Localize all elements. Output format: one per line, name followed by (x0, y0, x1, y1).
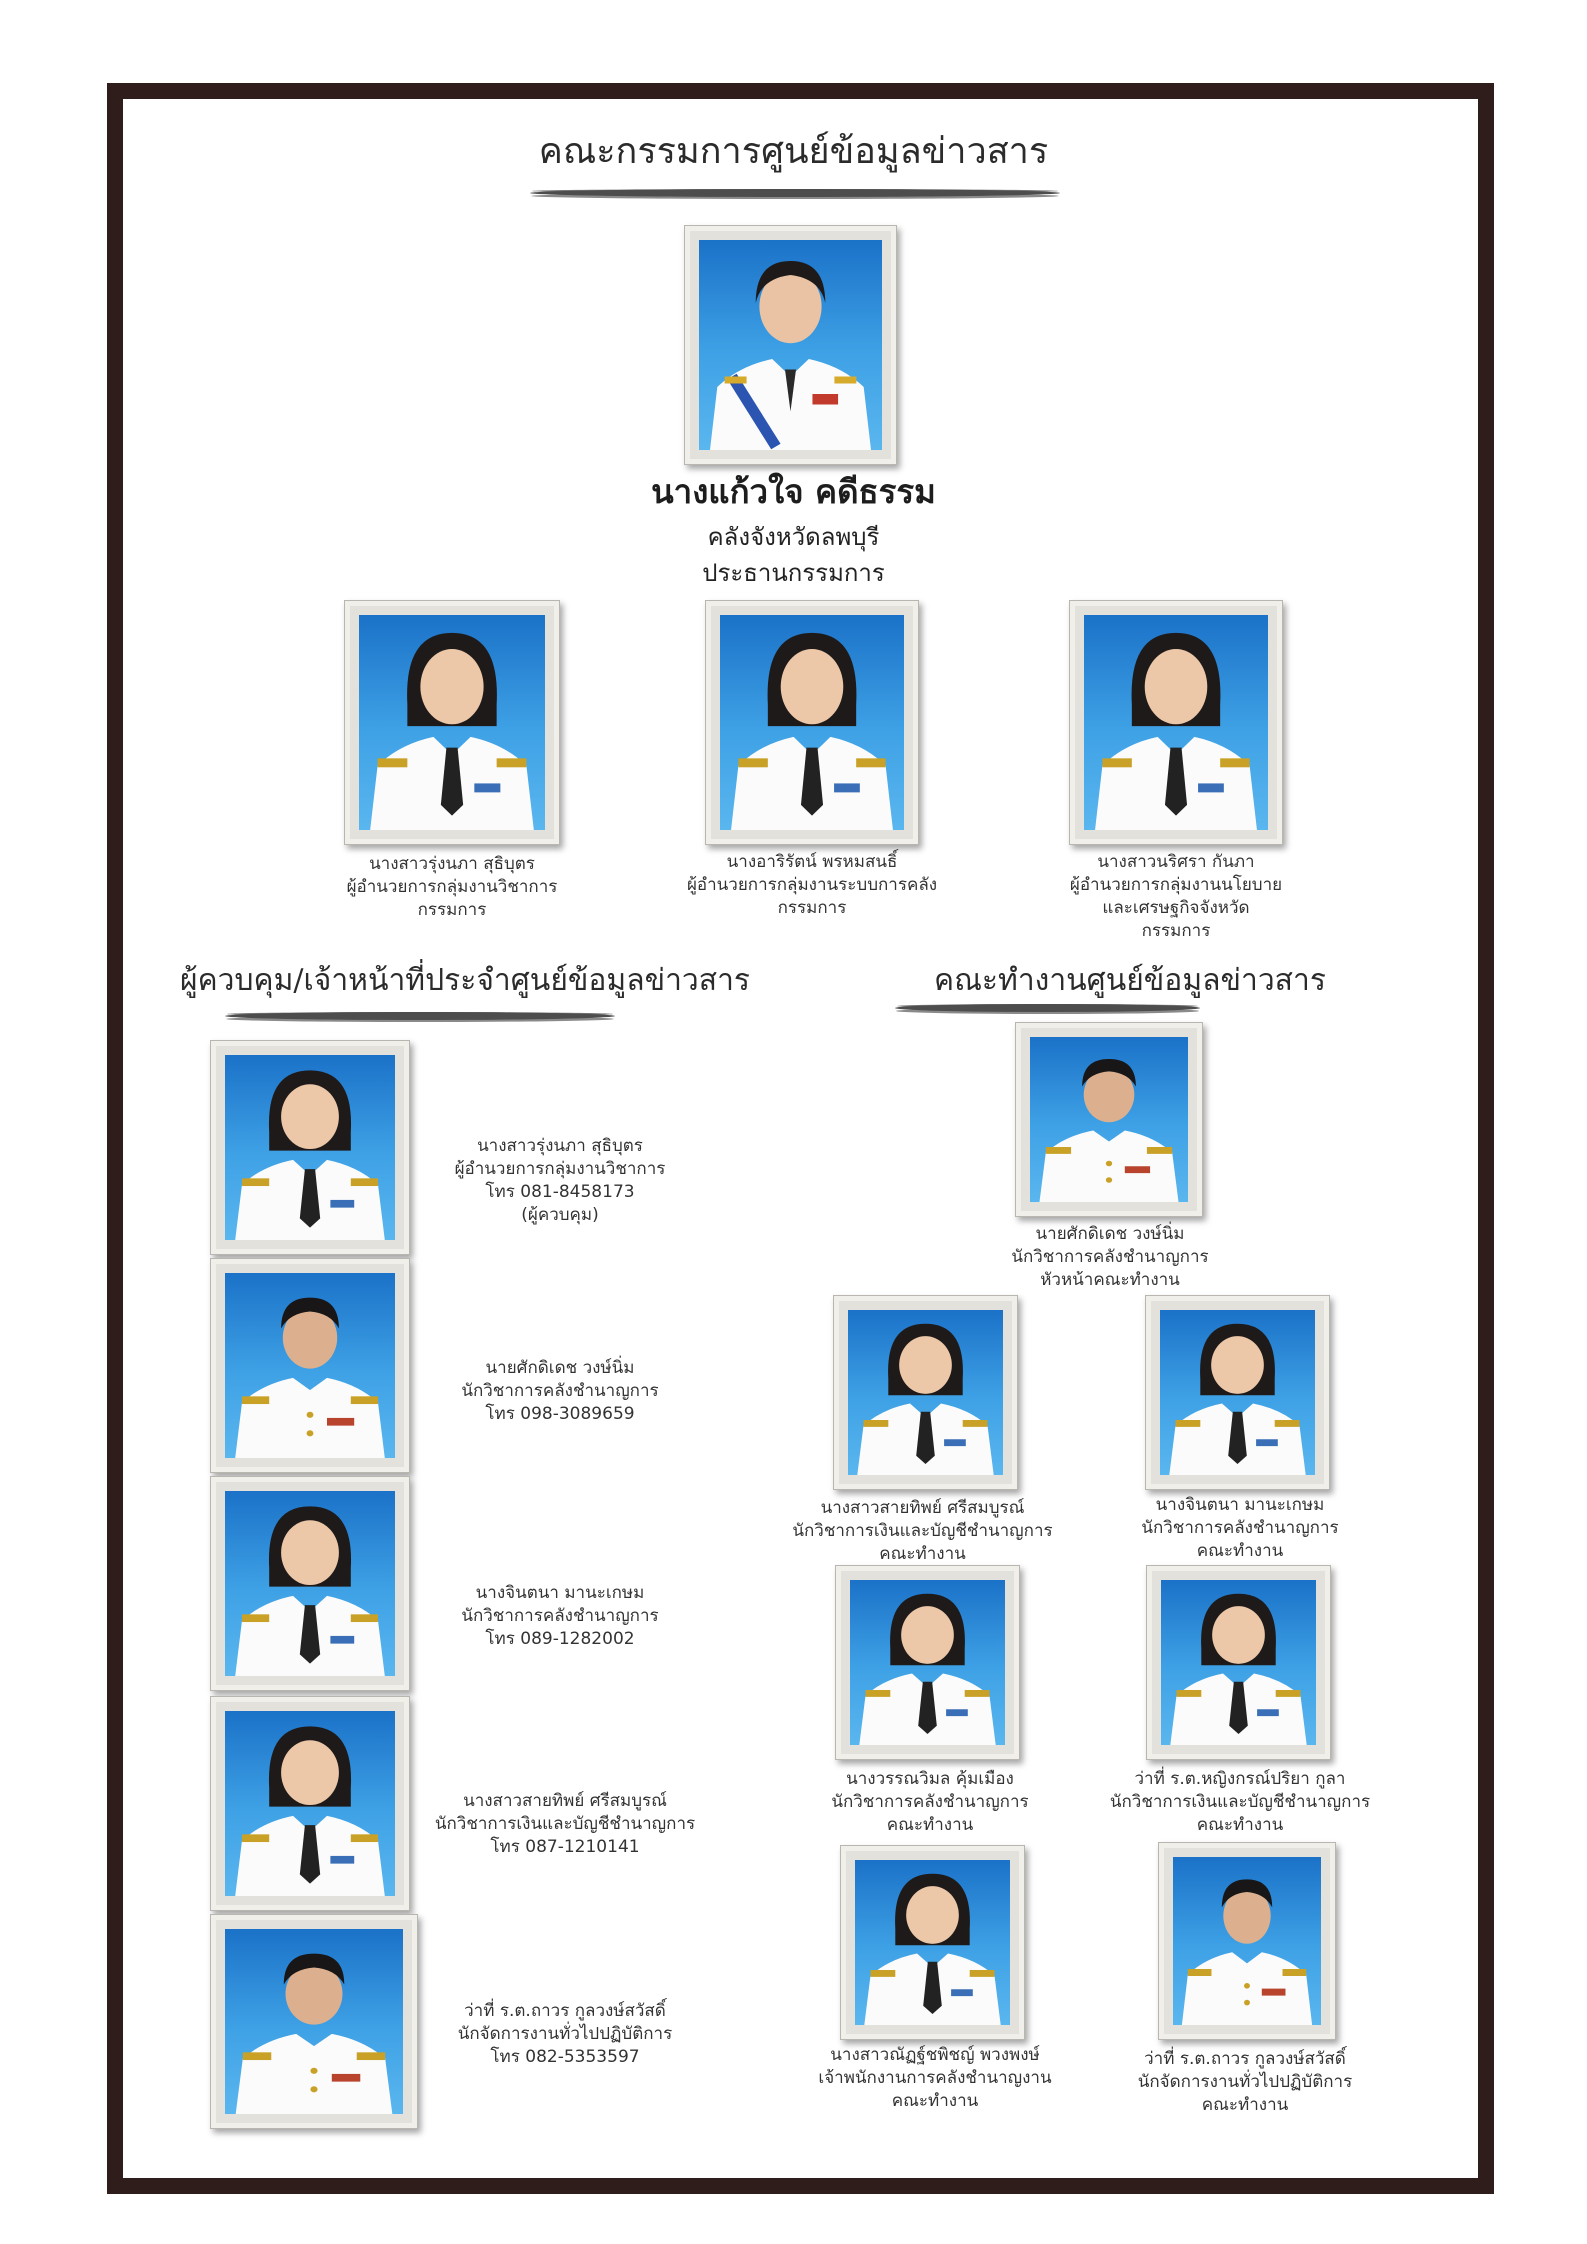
member-name: ว่าที่ ร.ต.ถาวร กูลวงษ์สวัสดิ์ (1144, 2049, 1346, 2069)
working-group-caption (790, 2044, 1080, 2113)
working-group-caption (1100, 1494, 1380, 1563)
member-name: นางอาริรัตน์ พรหมสนธิ์ (726, 852, 898, 872)
portrait-image (225, 1929, 403, 2114)
staff-photo (210, 1040, 410, 1255)
working-group-photo (1146, 1565, 1331, 1760)
committee-caption (1016, 851, 1336, 943)
member-name: นางสาวรุ่งนภา สุธิบุตร (369, 854, 535, 874)
working-group-photo (835, 1565, 1020, 1760)
chair-name: นางแก้วใจ คดีธรรม (651, 472, 936, 511)
member-role: คณะทำงาน (1196, 1541, 1284, 1561)
member-role: คณะทำงาน (1201, 2095, 1289, 2115)
member-role: คณะทำงาน (1196, 1815, 1284, 1835)
member-name: นางสาวสายทิพย์ ศรีสมบูรณ์ (820, 1498, 1025, 1518)
member-name: นางสาวณัฏฐ์ชพิชญ์ พวงพงษ์ (830, 2045, 1040, 2065)
member-name: นางสาวนริศรา กันภา (1097, 852, 1255, 872)
staff-caption (415, 1790, 715, 1859)
chair-position: คลังจังหวัดลพบุรี (707, 523, 880, 551)
member-position: ผู้อำนวยการกลุ่มงานระบบการคลัง (686, 875, 938, 895)
working-group-title-underline (895, 1004, 1200, 1012)
staff-position: นักวิชาการเงินและบัญชีชำนาญการ (434, 1814, 696, 1834)
portrait-image (1173, 1857, 1321, 2025)
member-position: ผู้อำนวยการกลุ่มงานวิชาการ (346, 877, 558, 897)
chair-role: ประธานกรรมการ (702, 559, 885, 587)
staff-photo (210, 1914, 418, 2129)
staff-name: ว่าที่ ร.ต.ถาวร กูลวงษ์สวัสดิ์ (464, 2001, 666, 2021)
staff-name: นายศักดิเดช วงษ์นิ่ม (485, 1358, 635, 1378)
main-title-underline (530, 189, 1060, 197)
member-role: คณะทำงาน (886, 1815, 974, 1835)
member-role: กรรมการ (777, 898, 847, 918)
staff-position: ผู้อำนวยการกลุ่มงานวิชาการ (454, 1159, 666, 1179)
member-position-line2: และเศรษฐกิจจังหวัด (1102, 898, 1250, 918)
main-title: คณะกรรมการศูนย์ข้อมูลข่าวสาร (538, 131, 1049, 172)
staff-caption (420, 1135, 700, 1227)
working-group-caption (1085, 1768, 1395, 1837)
member-name: นางจินตนา มานะเกษม (1155, 1495, 1325, 1515)
staff-caption (420, 2000, 710, 2069)
working-group-caption (770, 1497, 1075, 1566)
staff-photo (210, 1696, 410, 1911)
member-name: ว่าที่ ร.ต.หญิงกรณ์ปริยา กูลา (1134, 1769, 1346, 1789)
staff-position: นักจัดการงานทั่วไปปฏิบัติการ (457, 2024, 673, 2044)
working-group-photo (1015, 1022, 1203, 1217)
member-role: หัวหน้าคณะทำงาน (1040, 1270, 1180, 1290)
member-position: นักวิชาการคลังชำนาญการ (1141, 1518, 1339, 1538)
committee-caption (632, 851, 992, 920)
staff-name: นางสาวรุ่งนภา สุธิบุตร (477, 1136, 643, 1156)
portrait-image (1161, 1580, 1316, 1745)
member-name: นางวรรณวิมล คุ้มเมือง (846, 1769, 1014, 1789)
working-group-photo (833, 1295, 1018, 1490)
portrait-image (359, 615, 545, 830)
staff-name: นางสาวสายทิพย์ ศรีสมบูรณ์ (463, 1791, 667, 1811)
staff-phone: โทร 089-1282002 (485, 1629, 635, 1649)
member-position: เจ้าพนักงานการคลังชำนาญงาน (818, 2068, 1052, 2088)
member-position: นักวิชาการคลังชำนาญการ (1011, 1247, 1209, 1267)
member-role: คณะทำงาน (891, 2091, 979, 2111)
member-role: คณะทำงาน (879, 1544, 966, 1564)
staff-phone: โทร 087-1210141 (490, 1837, 640, 1857)
staff-photo (210, 1476, 410, 1691)
working-group-photo (840, 1845, 1025, 2040)
member-role: กรรมการ (1141, 921, 1211, 941)
portrait-image (850, 1580, 1005, 1745)
staff-note: (ผู้ควบคุม) (521, 1205, 599, 1225)
portrait-image (720, 615, 904, 830)
member-position: นักวิชาการเงินและบัญชีชำนาญการ (1109, 1792, 1371, 1812)
staff-caption (420, 1357, 700, 1426)
committee-photo (344, 600, 560, 845)
working-group-section-title: คณะทำงานศูนย์ข้อมูลข่าวสาร (934, 963, 1326, 998)
member-position: ผู้อำนวยการกลุ่มงานนโยบาย (1069, 875, 1283, 895)
staff-phone: โทร 082-5353597 (490, 2047, 640, 2067)
committee-photo (1069, 600, 1283, 845)
committee-caption (292, 853, 612, 922)
member-role: กรรมการ (417, 900, 487, 920)
member-name: นายศักดิเดช วงษ์นิ่ม (1035, 1224, 1185, 1244)
member-position: นักวิชาการคลังชำนาญการ (831, 1792, 1029, 1812)
chair-photo (684, 225, 897, 465)
portrait-image (855, 1860, 1010, 2025)
staff-photo (210, 1258, 410, 1473)
staff-section-title: ผู้ควบคุม/เจ้าหน้าที่ประจำศูนย์ข้อมูลข่าวสาร (180, 963, 751, 998)
portrait-image (699, 240, 882, 450)
working-group-photo (1145, 1295, 1330, 1490)
working-group-caption (1100, 2048, 1390, 2117)
portrait-image (1160, 1310, 1315, 1475)
working-group-photo (1158, 1842, 1336, 2040)
staff-position: นักวิชาการคลังชำนาญการ (461, 1606, 659, 1626)
portrait-image (225, 1491, 395, 1676)
portrait-image (225, 1711, 395, 1896)
portrait-image (225, 1273, 395, 1458)
staff-title-underline (225, 1012, 615, 1020)
staff-phone: โทร 081-8458173 (485, 1182, 635, 1202)
staff-position: นักวิชาการคลังชำนาญการ (461, 1381, 659, 1401)
staff-caption (420, 1582, 700, 1651)
member-position: นักจัดการงานทั่วไปปฏิบัติการ (1137, 2072, 1353, 2092)
portrait-image (225, 1055, 395, 1240)
working-group-caption (790, 1768, 1070, 1837)
portrait-image (848, 1310, 1003, 1475)
portrait-image (1030, 1037, 1188, 1202)
member-position: นักวิชาการเงินและบัญชีชำนาญการ (792, 1521, 1053, 1541)
working-group-caption (960, 1223, 1260, 1292)
staff-name: นางจินตนา มานะเกษม (475, 1583, 645, 1603)
portrait-image (1084, 615, 1268, 830)
committee-photo (705, 600, 919, 845)
staff-phone: โทร 098-3089659 (485, 1404, 635, 1424)
